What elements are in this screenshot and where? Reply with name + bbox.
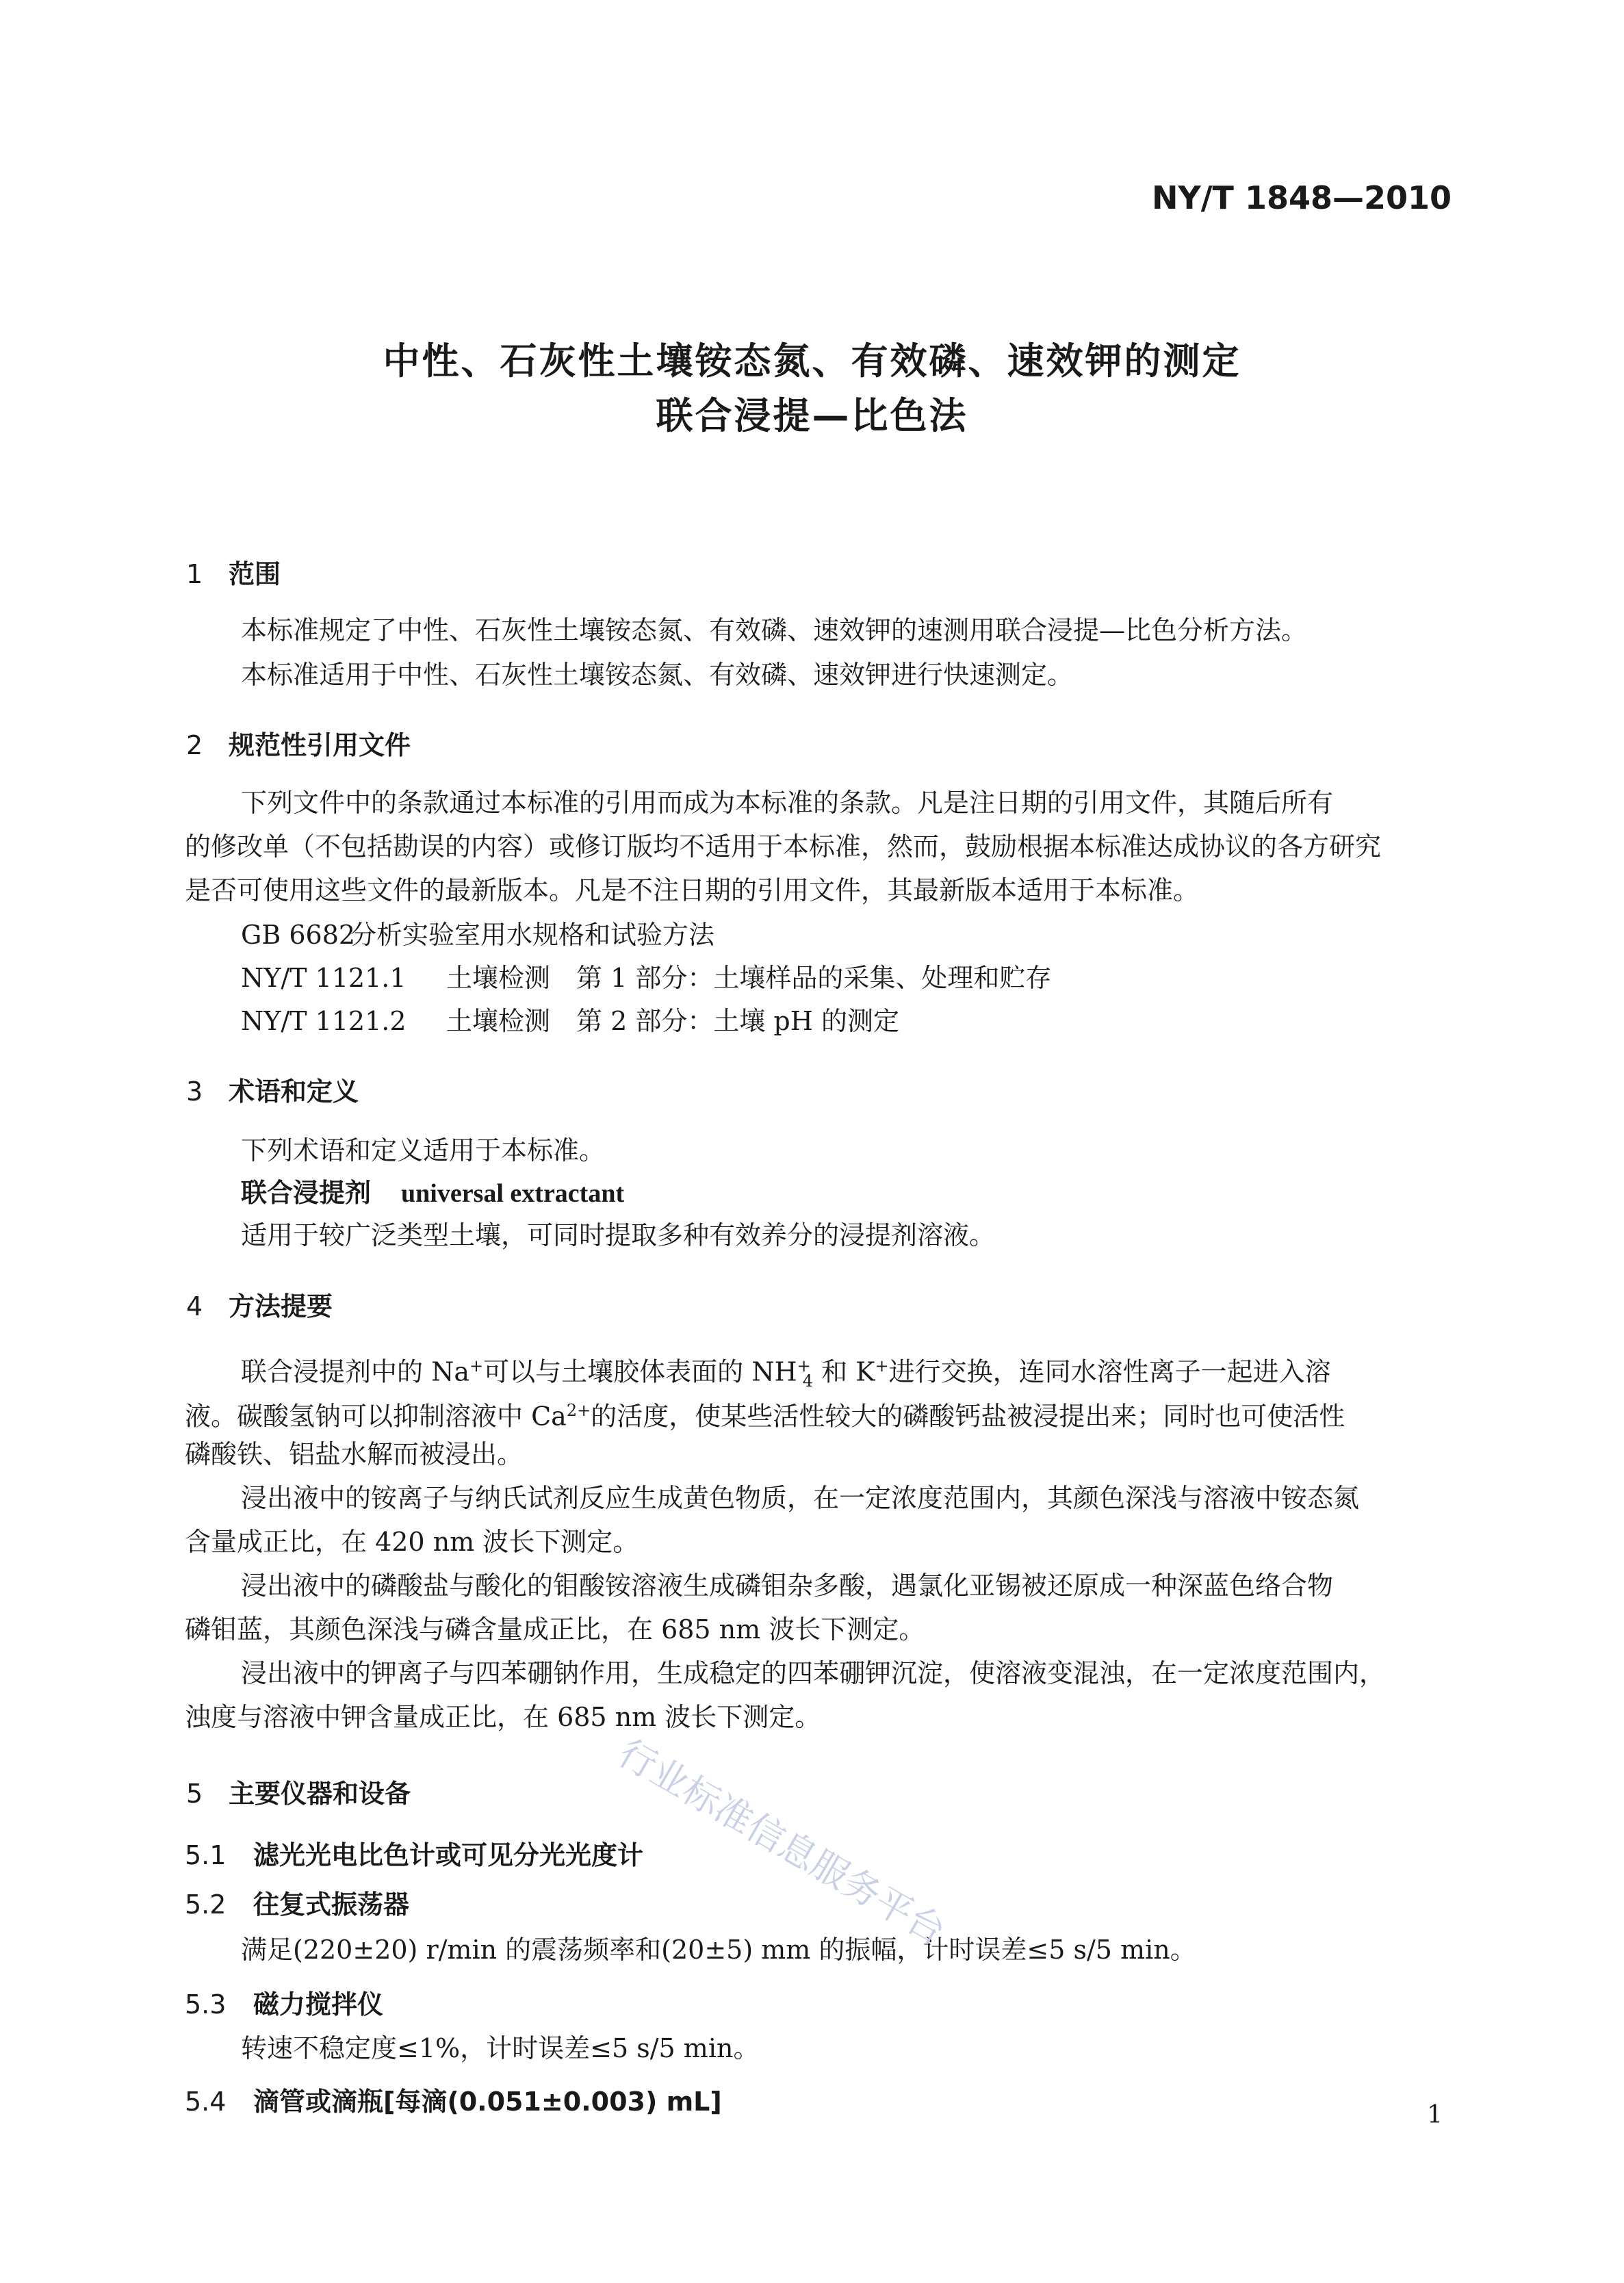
reference-item <box>241 1000 899 1042</box>
subsection-heading: 5.3 磁力搅拌仪 <box>185 1989 384 2020</box>
paragraph: 本标准适用于中性、石灰性土壤铵态氮、有效磷、速效钾进行快速测定。 <box>241 660 1074 690</box>
paragraph: 是否可使用这些文件的最新版本。凡是不注日期的引用文件，其最新版本适用于本标准。 <box>185 875 1200 905</box>
section-3-heading <box>186 1070 359 1108</box>
reference-name: 分析实验室用水规格和试验方法 <box>350 920 715 950</box>
reference-item <box>241 914 714 956</box>
subsection-heading: 5.4 滴管或滴瓶[每滴(0.051±0.003) mL] <box>185 2087 722 2117</box>
term-entry <box>241 1172 624 1215</box>
paragraph: 磷酸铁、铝盐水解而被浸出。 <box>185 1439 524 1469</box>
section-number: 4 <box>186 1291 203 1321</box>
paragraph: 的修改单（不包括勘误的内容）或修订版均不适用于本标准，然而，鼓励根据本标准达成协议的各方研究 <box>185 831 1382 862</box>
document-title: 中性、石灰性土壤铵态氮、有效磷、速效钾的测定 <box>383 339 1241 383</box>
section-title: 规范性引用文件 <box>229 730 411 760</box>
subsection-heading: 5.2 往复式振荡器 <box>185 1889 410 1920</box>
term-definition: 适用于较广泛类型土壤，可同时提取多种有效养分的浸提剂溶液。 <box>241 1220 996 1250</box>
paragraph: 转速不稳定度≤1%，计时误差≤5 s/5 min。 <box>241 2033 760 2063</box>
paragraph: 下列术语和定义适用于本标准。 <box>241 1135 606 1165</box>
paragraph: 联合浸提剂中的 Na+可以与土壤胶体表面的 $NH^+_4$ 和 K+进行交换，连同水溶性离子一起进入溶 <box>241 1356 1331 1391</box>
section-1-heading <box>186 553 281 591</box>
paragraph: 下列文件中的条款通过本标准的引用而成为本标准的条款。凡是注日期的引用文件，其随后所有 <box>241 788 1334 818</box>
section-number: 5 <box>186 1779 203 1809</box>
subsection-heading: 5.1 滤光光电比色计或可见分光光度计 <box>185 1840 644 1870</box>
section-title: 主要仪器和设备 <box>229 1779 411 1809</box>
term-chinese: 联合浸提剂 <box>241 1178 372 1208</box>
section-number: 2 <box>186 730 203 760</box>
reference-code: NY/T 1121.2 <box>241 1006 407 1036</box>
section-5-heading <box>186 1772 411 1810</box>
standard-code: NY/T 1848—2010 <box>1151 179 1452 216</box>
section-title: 术语和定义 <box>229 1076 359 1107</box>
paragraph: 满足(220±20) r/min 的震荡频率和(20±5) mm 的振幅，计时误差≤5 s/5 min。 <box>241 1935 1196 1965</box>
section-number: 1 <box>186 559 203 589</box>
reference-item <box>241 957 1051 999</box>
page-number: 1 <box>1427 2101 1443 2129</box>
paragraph: 浊度与溶液中钾含量成正比，在 685 nm 波长下测定。 <box>185 1702 821 1732</box>
section-number: 3 <box>186 1076 203 1107</box>
section-2-heading <box>186 724 411 762</box>
term-english: universal extractant <box>401 1179 625 1208</box>
section-title: 范围 <box>229 559 281 589</box>
paragraph: 磷钼蓝，其颜色深浅与磷含量成正比，在 685 nm 波长下测定。 <box>185 1614 925 1644</box>
reference-code: GB 6682 <box>241 920 356 950</box>
watermark: 行业标准信息服务平台 <box>611 1731 953 1954</box>
reference-code: NY/T 1121.1 <box>241 963 407 993</box>
section-4-heading <box>186 1285 333 1323</box>
paragraph: 含量成正比，在 420 nm 波长下测定。 <box>185 1527 639 1557</box>
reference-name: 土壤检测 第 1 部分：土壤样品的采集、处理和贮存 <box>446 963 1052 993</box>
paragraph: 本标准规定了中性、石灰性土壤铵态氮、有效磷、速效钾的速测用联合浸提—比色分析方法。 <box>241 615 1308 645</box>
section-title: 方法提要 <box>229 1291 333 1321</box>
document-subtitle: 联合浸提—比色法 <box>656 394 968 437</box>
reference-name: 土壤检测 第 2 部分：土壤 pH 的测定 <box>446 1006 899 1036</box>
paragraph: 液。碳酸氢钠可以抑制溶液中 $Ca^{2+}$的活度，使某些活性较大的磷酸钙盐被浸提出来；同时也可使活性 <box>185 1401 1345 1432</box>
paragraph: 浸出液中的铵离子与纳氏试剂反应生成黄色物质，在一定浓度范围内，其颜色深浅与溶液中铵态氮 <box>241 1483 1360 1513</box>
paragraph: 浸出液中的磷酸盐与酸化的钼酸铵溶液生成磷钼杂多酸，遇氯化亚锡被还原成一种深蓝色络合物 <box>241 1571 1334 1601</box>
paragraph: 浸出液中的钾离子与四苯硼钠作用，生成稳定的四苯硼钾沉淀，使溶液变混浊，在一定浓度范围内， <box>241 1658 1386 1688</box>
